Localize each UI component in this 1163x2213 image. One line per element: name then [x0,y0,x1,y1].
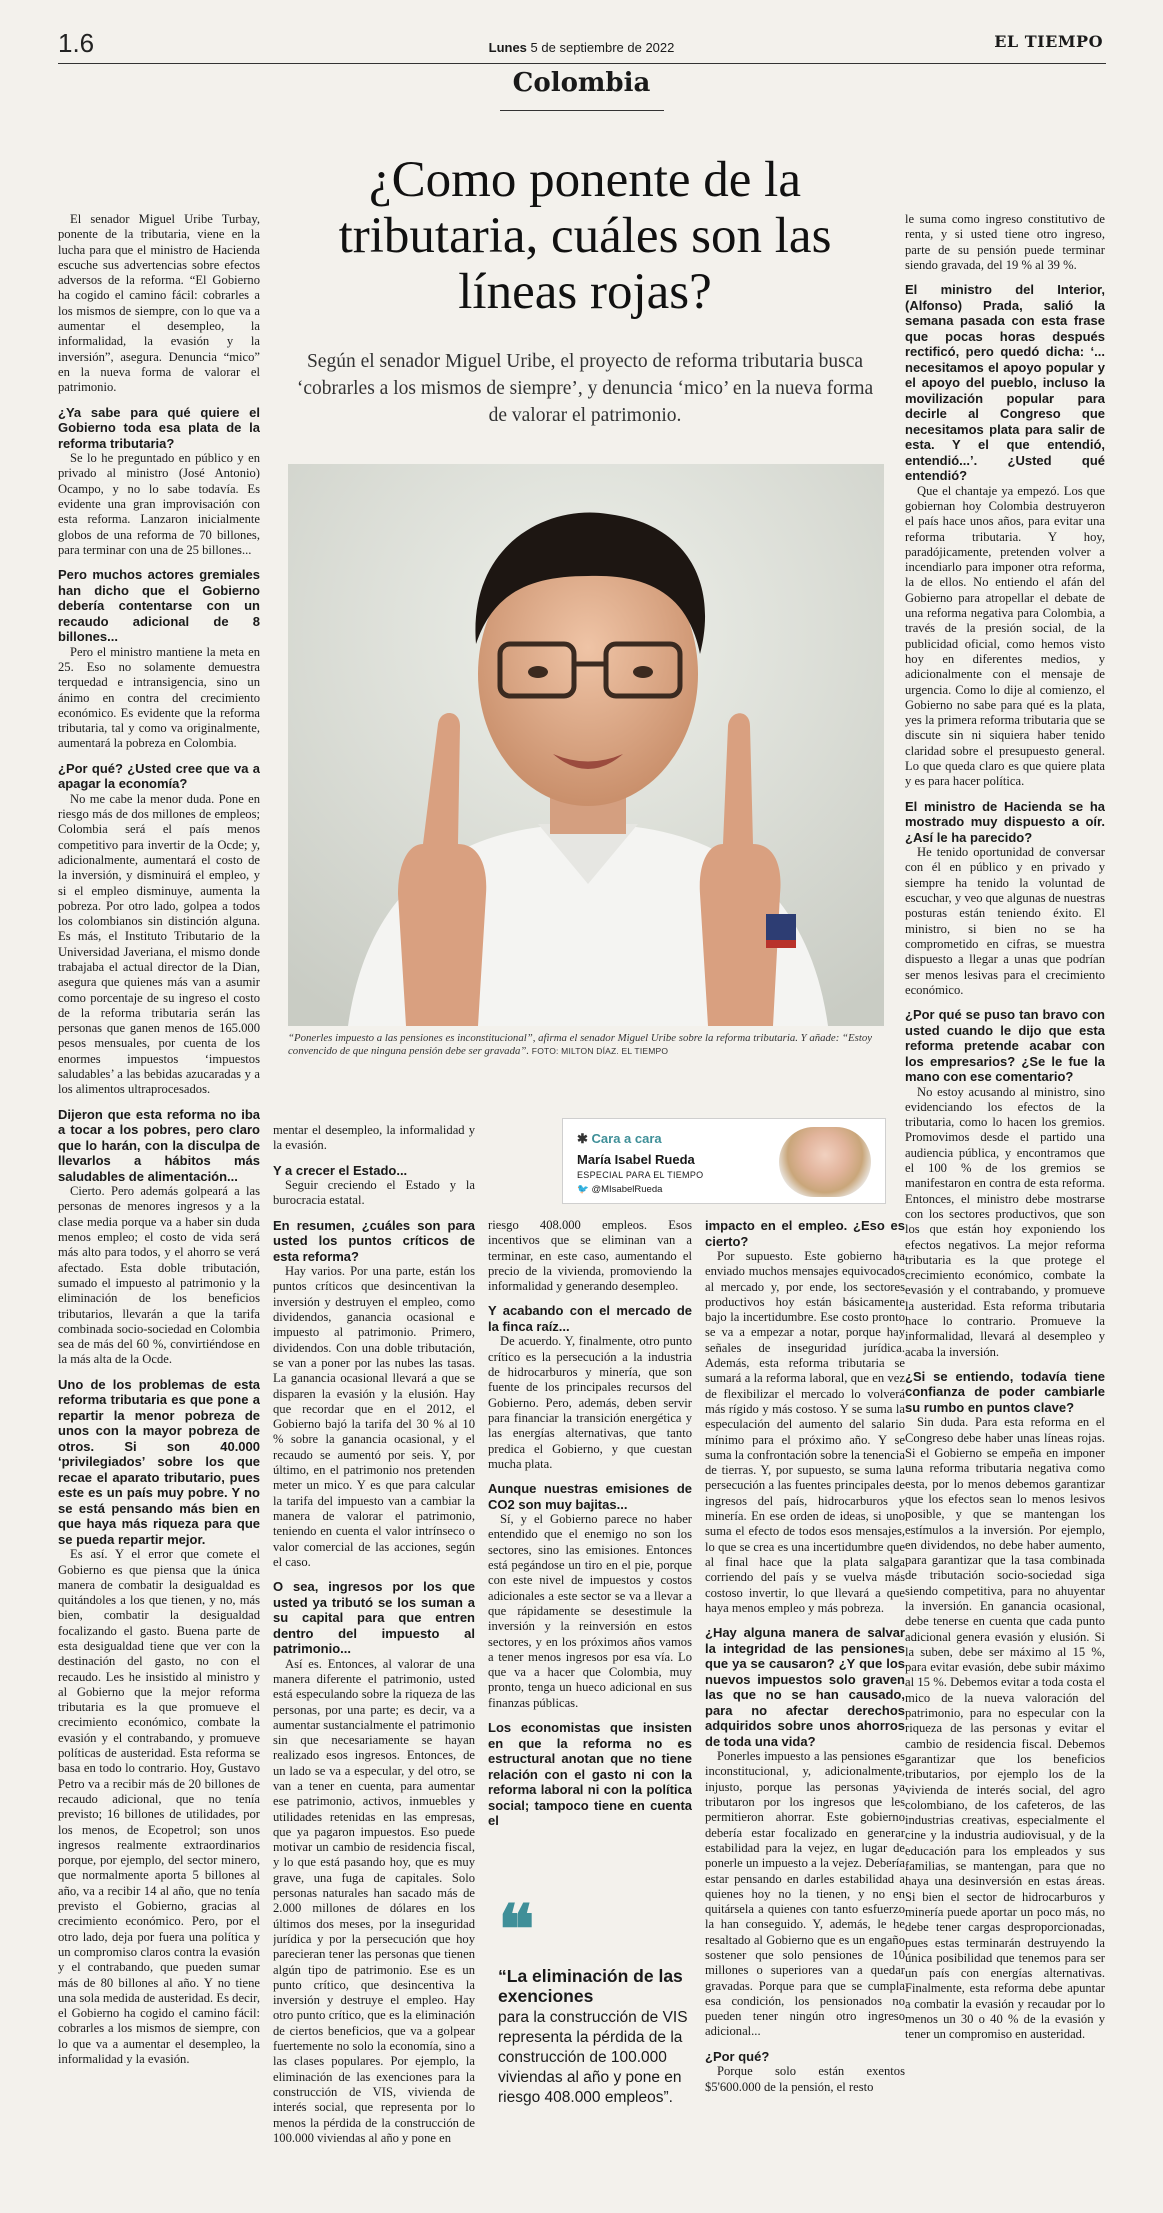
senator-photo-illustration [288,464,884,1026]
body-paragraph: Cierto. Pero además golpeará a las personas de menores ingresos y a la clase media porque va a haber sin duda menos empleo; el costo de vida será más alto para todos, y el ahorro se verá afectado. Esta doble tributación, sumado el impuesto al patrimonio y la eliminación de los beneficios tributarios, llevarán a que la tarifa combinada socio-sociedad en Colombia sea de más del 60 %, convirtiéndose en la más alta de la Ocde. [58,1184,260,1367]
pull-quote [498,1890,694,2108]
interview-question: ¿Ya sabe para qué quiere el Gobierno toda esa plata de la reforma tributaria? [58,404,260,451]
interview-question: O sea, ingresos por los que usted ya tributó se los suman a su capital para que entren dentro del impuesto al patrimonio... [273,1579,475,1657]
twitter-bird-icon: 🐦 [577,1184,589,1195]
section-title: Colombia [512,68,651,98]
header-rule [58,63,1106,64]
interview-question: Dijeron que esta reforma no iba a tocar a los pobres, pero claro que lo harán, con la disculpa de llevarlos a hábitos más saludables de alimentación... [58,1106,260,1184]
article-column-4 [705,1218,905,2193]
photo-caption-text: “Ponerles impuesto a las pensiones es inconstitucional”, afirma el senador Miguel Uribe sobre la reforma tributaria. Y añade: “Estoy convencido de que ninguna pensión debe ser gravada”. [288,1032,873,1057]
interview-question: ¿Por qué? ¿Usted cree que va a apagar la economía? [58,760,260,792]
asterisk-icon: ✱ [577,1131,588,1146]
interview-question: Uno de los problemas de esta reforma tributaria es que pone a repartir la menor pobreza de unos con la mayor pobreza de otros. Si son 40.000 ‘privilegiados’ sobre los que recae el aparato tributario, pues este es un país muy pobre. Y no se está pensando más bien en que haya más riqueza para que se pueda repartir mejor. [58,1376,260,1547]
byline-label-text: Cara a cara [591,1131,662,1146]
interview-question: Y a crecer el Estado... [273,1162,408,1178]
body-paragraph: Es así. Y el error que comete el Gobierno es que piensa que la única manera de combatir la desigualdad es quitándoles a los que tienen, y no, más bien, combatir la desigualdad focalizando el gasto. Buena parte de esta desigualdad tiene que ver con la destinación del gasto, no con el recaudo. Les he insistido al ministro y al Gobierno que la mejor reforma tributaria es la que promueve el crecimiento económico, combate la evasión y el contrabando, y promueve políticas de austeridad. Esta reforma se basa en todo lo contrario. Hoy, Gustavo Petro va a recibir más de 20 billones de recaudo adicional, que no tenía previsto; 16 billones de utilidades, por los menos, de Ecopetrol; son unos ingresos realmente extraordinarios porque, por ejemplo, del sector minero, que normalmente aporta 5 billones al año, va a recibir 14 al año, que no tenía previsto el Gobierno, gracias al crecimiento económico. Pero, por el otro lado, deja por fuera una política y un compromiso claros contra la evasión y el contrabando, que pueden sumar más de 80 billones al año. Y no tiene una sola medida de austeridad. Es decir, el Gobierno ha cogido el camino fácil: cobrarles a los mismos de siempre, con lo que va a aumentar el desempleo, la informalidad y la evasión. [58,1547,260,2067]
body-paragraph: Ponerles impuesto a las pensiones es inconstitucional, y, adicionalmente, injusto, porque las personas ya tributaron por los ingresos que les permitieron ahorrar. Este gobierno debería estar focalizado en generar estabilidad para la vejez, en lugar de ponerle un impuesto a la vejez. Debería estar pensando en darles estabilidad a quienes hoy no la tienen, y no en quitársela a quienes con tanto esfuerzo la han conseguido. Y, además, le he resaltado al Gobierno que es un engaño sostener que solo pensiones de 10 millones o superiores van a quedar gravadas. Porque para que se cumpla esa condición, los pensionados no pueden tener ningún otro ingreso adicional... [705,1749,905,2039]
body-paragraph: Se lo he preguntado en público y en privado al ministro (José Antonio) Ocampo, y no lo sabe todavía. Es evidente una gran improvisación con esta reforma. Lanzaron inicialmente globos de una reforma de 70 billones, para terminar con una de 25 billones... [58,451,260,557]
photo-credit: FOTO: MILTON DÍAZ. EL TIEMPO [531,1046,669,1056]
byline-role: ESPECIAL PARA EL TIEMPO [577,1170,704,1180]
body-paragraph: Así es. Entonces, al valorar de una manera diferente el patrimonio, usted está especulando sobre la riqueza de las personas, por una parte; es decir, va a aumentar sustancialmente el patrimonio sin que necesariamente se hayan realizado esos ingresos. Entonces, de un lado se va a especular, y del otro, se van a tener en cuenta, para aumentar ese patrimonio, activos, inmuebles y utilidades retenidas en las empresas, que ya pagaron impuestos. Eso puede motivar un cambio de residencia fiscal, y lo que está pasando hoy, que es muy grave, una fuga de capitales. Solo personas naturales han sacado más de 2.000 millones de dólares en los últimos dos meses, por la inseguridad jurídica y por la persecución que hoy parecieran tener las personas que tienen algún tipo de patrimonio. Ese es un punto crítico, que desincentiva la inversión y destruye el empleo. Hay otro punto crítico, que es la eliminación de ciertos beneficios, que va a golpear fuertemente no solo la economía, sino a las clases populares. Por ejemplo, la eliminación de las exenciones para la construcción de VIS, vivienda de interés social, que representa por lo menos la pérdida de la construcción de 100.000 viviendas al año y pone en [273,1656,475,2145]
body-paragraph: Sí, y el Gobierno parece no haber entendido que el enemigo no son los sectores, sino las emisiones. Entonces está pegándose un tiro en el pie, porque con este nivel de impuestos y costos adicionales a este sector se va a llevar a que rápidamente se desestimule la inversión y la reinversión en estos sectores, y en los próximos años vamos a tener menos ingresos por esa vía. Lo que va a hacer que Colombia, muy pronto, tenga un hueco adicional en sus finanzas públicas. [488,1512,692,1710]
interview-question: En resumen, ¿cuáles son para usted los puntos críticos de esta reforma? [273,1217,475,1264]
byline-twitter-handle: @MIsabelRueda [591,1184,663,1195]
pull-quote-body: para la construcción de VIS representa la pérdida de la construcción de 100.000 viviendas al año y pone en riesgo 408.000 empleos”. [498,2009,688,2106]
interview-question: ¿Por qué? [705,2048,770,2064]
interview-question: ¿Por qué se puso tan bravo con usted cuando le dijo que esta reforma pretende acabar con los empresarios? ¿Se le fue la mano con ese comentario? [905,1007,1105,1085]
body-paragraph: Seguir creciendo el Estado y la burocracia estatal. [273,1178,475,1208]
body-paragraph: le suma como ingreso constitutivo de renta, y si usted tiene otro ingreso, parte de su pensión puede terminar siendo gravada, del 19 % al 39 %. [905,212,1105,272]
article-deck: Según el senador Miguel Uribe, el proyecto de reforma tributaria busca ‘cobrarles a los mismos de siempre’, y denuncia ‘mico’ en la nueva forma de valorar el patrimonio. [296,351,874,426]
pull-quote-title: “La eliminación de las exenciones [498,1966,683,2006]
body-paragraph: Pero el ministro mantiene la meta en 25. Eso no solamente demuestra terquedad e intransigencia, sino un ánimo en contra del crecimiento económico. Es evidente que la reforma tributaria, tal y como va originalmente, aumentará la pobreza en Colombia. [58,644,260,751]
body-paragraph: Porque solo están exentos $5'600.000 de la pensión, el resto [705,2064,905,2094]
body-paragraph: Por supuesto. Este gobierno ha enviado muchos mensajes equivocados al mercado y, por ende, los sectores productivos hoy están básicamente bajo la incertidumbre. Ese costo pronto se va a empezar a notar, porque hay señales de inseguridad jurídica. Además, esta reforma tributaria se sumará a la reforma laboral, que en vez de flexibilizar el mercado lo volverá más rígido y más costoso. Y se suma la especulación del aumento del salario mínimo para el próximo año. Y se suma la confrontación sobre la tenencia de tierras. Y, por supuesto, se suma la persecución a las fuentes principales de ingresos del país, hidrocarburos y minería. En ese orden de ideas, si uno suma el efecto de todos esos mensajes, lo que se crea es una incertidumbre que al final hace que la plata salga corriendo del país y se vuelva más costoso invertir, lo que llevará a que haya menos empleo y más pobreza. [705,1249,905,1615]
article-column-1 [58,212,260,2192]
byline-author: María Isabel Rueda [577,1152,695,1167]
interview-question: ¿Hay alguna manera de salvar la integridad de las pensiones que ya se causaron? ¿Y que los nuevos impuestos solo graven las que no se han causado, para no afectar derechos adquiridos sobre unos ahorros de toda una vida? [705,1625,905,1749]
body-paragraph: He tenido oportunidad de conversar con él en público y en privado y siempre ha tenido la voluntad de escuchar, y veo que algunas de nuestras posturas están teniendo éxito. El ministro, si bien no se ha comprometido en cifras, se muestra dispuesto a llegar a unas que podrían ser menos lesivas para el crecimiento económico. [905,845,1105,997]
issue-date-day: Lunes [488,40,527,55]
body-paragraph: mentar el desempleo, la informalidad y la evasión. [273,1123,475,1153]
interview-question: ¿Si se entiendo, todavía tiene confianza de poder cambiarle su rumbo en puntos clave? [905,1368,1105,1415]
body-paragraph: No estoy acusando al ministro, sino evidenciando los efectos de la tributaria, como lo hacen los gremios. Promovimos desde el partido una audiencia pública, y encontramos que el 100 % de los gremios se manifestaron en contra de esta reforma. Entonces, el ministro debe mostrarse con los sectores productivos, que son los que están hoy exponiendo los efectos negativos. La mejor reforma tributaria es la que protege el crecimiento económico, combate la evasión y el contrabando, y promueve la austeridad. Esta reforma tributaria hace lo contrario. Promueve la informalidad, llevará al desempleo y acaba la inversión. [905,1084,1105,1359]
quote-mark-icon: ❝ [498,1890,535,1970]
issue-date-rest: 5 de septiembre de 2022 [530,40,675,55]
body-paragraph: Que el chantaje ya empezó. Los que gobiernan hoy Colombia destruyeron el país hace unos años, para evitar una reforma tributaria. Y hoy, paradójicamente, pretenden volver a incendiarlo para imponer otra reforma, la de ellos. No entiendo el afán del Gobierno para atropellar el debate de una reforma negativa para Colombia, a través de la presión social, de la publicidad oficial, como hemos visto hoy en diferentes medios, y adicionalmente con el mensaje de urgencia. Como lo dije al comienzo, el Gobierno no sabe para qué es la plata, yes la primera reforma tributaria que se discute sin ni siquiera haber tenido claridad sobre el presupuesto general. Lo que queda claro es que quiere plata y es para hacer política. [905,483,1105,789]
body-paragraph: De acuerdo. Y, finalmente, otro punto crítico es la persecución a la industria de hidrocarburos y minería, que son fuente de los principales recursos del Gobierno. Pero, además, deben servir para financiar la transición energética y las energías alternativas, que tanto predica el Gobierno, y que cuestan mucha plata. [488,1334,692,1471]
author-avatar [779,1127,871,1197]
body-paragraph: El senador Miguel Uribe Turbay, ponente de la tributaria, viene en la lucha para que el ministro de Hacienda escuche sus advertencias sobre efectos adversos de la reforma. “El Gobierno ha cogido el camino fácil: cobrarles a los mismos de siempre, con lo que va a aumentar el desempleo, la informalidad, la evasión y la inversión”, asegura. Denuncia “mico” en la nueva forma de valorar el patrimonio. [58,212,260,395]
section-rule [500,110,664,111]
interview-question: El ministro del Interior, (Alfonso) Prada, salió la semana pasada con esta frase que pocas horas después rectificó, pero quedó dicha: ‘... necesitamos el apoyo popular y el apoyo del pueblo, incluso la movilización popular para decirle al Congreso que necesitamos plata para salir de esta. Y el que entendió, entendió...’. ¿Usted qué entendió? [905,282,1105,484]
issue-date [0,40,1163,55]
body-paragraph: No me cabe la menor duda. Pone en riesgo más de dos millones de empleos; Colombia será el país menos competitivo para invertir de la Ocde; y, adicionalmente, aumentará el costo de la inversión, y disminuirá el empleo, y si el empleo disminuye, aumenta la pobreza. Por otro lado, golpea a todos los colombianos sin distinción alguna. Es más, el Instituto Tributario de la Universidad Javeriana, el mismo donde trabajaba el actual director de la Dian, asegura que quienes más van a asumir como porcentaje de su ingreso el costo de la reforma tributaria serán las personas que ganen menos de 165.000 pesos mensuales, por cuenta de los enormes impuestos ‘impuestos saludables’ a las bebidas azucaradas y a los alimentos ultraprocesados. [58,791,260,1097]
interview-question: El ministro de Hacienda se ha mostrado muy dispuesto a oír. ¿Así le ha parecido? [905,798,1105,845]
brand-logo: EL TIEMPO [994,32,1103,51]
page-number: 1.6 [58,28,95,58]
interview-question: Los economistas que insisten en que la reforma no es estructural anotan que no tiene relación con el gasto ni con la reforma laboral ni con la política social; tampoco tiene en cuenta el [488,1720,692,1829]
article-headline: ¿Como ponente de la tributaria, cuáles son las líneas rojas? [338,152,832,320]
article-column-2 [273,1123,475,2193]
interview-question: Pero muchos actores gremiales han dicho que el Gobierno debería contentarse con un recaudo adicional de 8 billones... [58,567,260,645]
byline-box [562,1118,886,1204]
article-column-3 [488,1218,692,1888]
interview-question: Y acabando con el mercado de la finca raíz... [488,1303,692,1334]
interview-question: Aunque nuestras emisiones de CO2 son muy bajitas... [488,1481,692,1512]
interview-question: impacto en el empleo. ¿Eso es cierto? [705,1218,905,1249]
article-column-5 [905,212,1105,2192]
photo-caption [288,1032,888,1058]
byline-twitter[interactable] [577,1184,662,1195]
byline-label [577,1131,662,1147]
body-paragraph: Sin duda. Para esta reforma en el Congreso debe haber unas líneas rojas. Si el Gobierno se empeña en imponer una reforma tributaria negativa como esta, por lo menos debemos garantizar que los efectos sean lo menos lesivos posible, y que se mantengan los estímulos a la inversión. Por ejemplo, en dividendos, no debe haber aumento, para garantizar que la tasa combinada de tributación socio-sociedad siga siendo competitiva, para no ahuyentar la inversión. En ganancia ocasional, debe tenerse en cuenta que cada punto adicional genera evasión y elusión. Si la suben, debe ser máximo al 15 %, para evitar evasión, debe subir máximo al 15 %. Debemos evitar a toda costa el mico de la nueva valoración del patrimonio, para no especular con la riqueza de las personas y evitar el cambio de residencia fiscal. Debemos garantizar que los beneficios tributarios, por ejemplo los de la vivienda de interés social, del agro colombiano, de los cafeteros, de las industrias creativas, especialmente el cine y la industria audiovisual, y de la educación para los empleados y sus familias, se mantengan, para que no haya una desinversión en estas áreas. Si bien el sector de hidrocarburos y minería puede aportar un poco más, no debe tener cargas desproporcionadas, pues estas terminarán destruyendo la única posibilidad que tenemos para ser un país con energías alternativas. Finalmente, esta reforma debe apuntar a combatir la evasión y recaudar por lo menos un 30 o 40 % de la evasión y tener un compromiso en austeridad. [905,1415,1105,2042]
body-paragraph: Hay varios. Por una parte, están los puntos críticos que desincentivan la inversión y destruyen el empleo, como dividendos, ganancia ocasional e impuesto al patrimonio. Primero, dividendos. Con una doble tributación, se van a poner por las nubes las tasas. La ganancia ocasional llevará a que se disparen la evasión y la elusión. Hay que recordar que en el 2012, el Gobierno bajó la tarifa del 30 % al 10 % sobre la ganancia ocasional, y el recaudo se aumentó por seis. Y, por último, en el patrimonio nos pretenden meter un mico. Y es que para calcular la tarifa del impuesto van a cambiar la manera de valorar el patrimonio, teniendo en cuenta el valor intrínseco o valor comercial de las acciones, según el caso. [273,1264,475,1569]
body-paragraph: riesgo 408.000 empleos. Esos incentivos que se eliminan van a terminar, en este caso, aumentando el precio de la vivienda, promoviendo la informalidad y generando desempleo. [488,1218,692,1294]
senator-photo [288,464,884,1026]
